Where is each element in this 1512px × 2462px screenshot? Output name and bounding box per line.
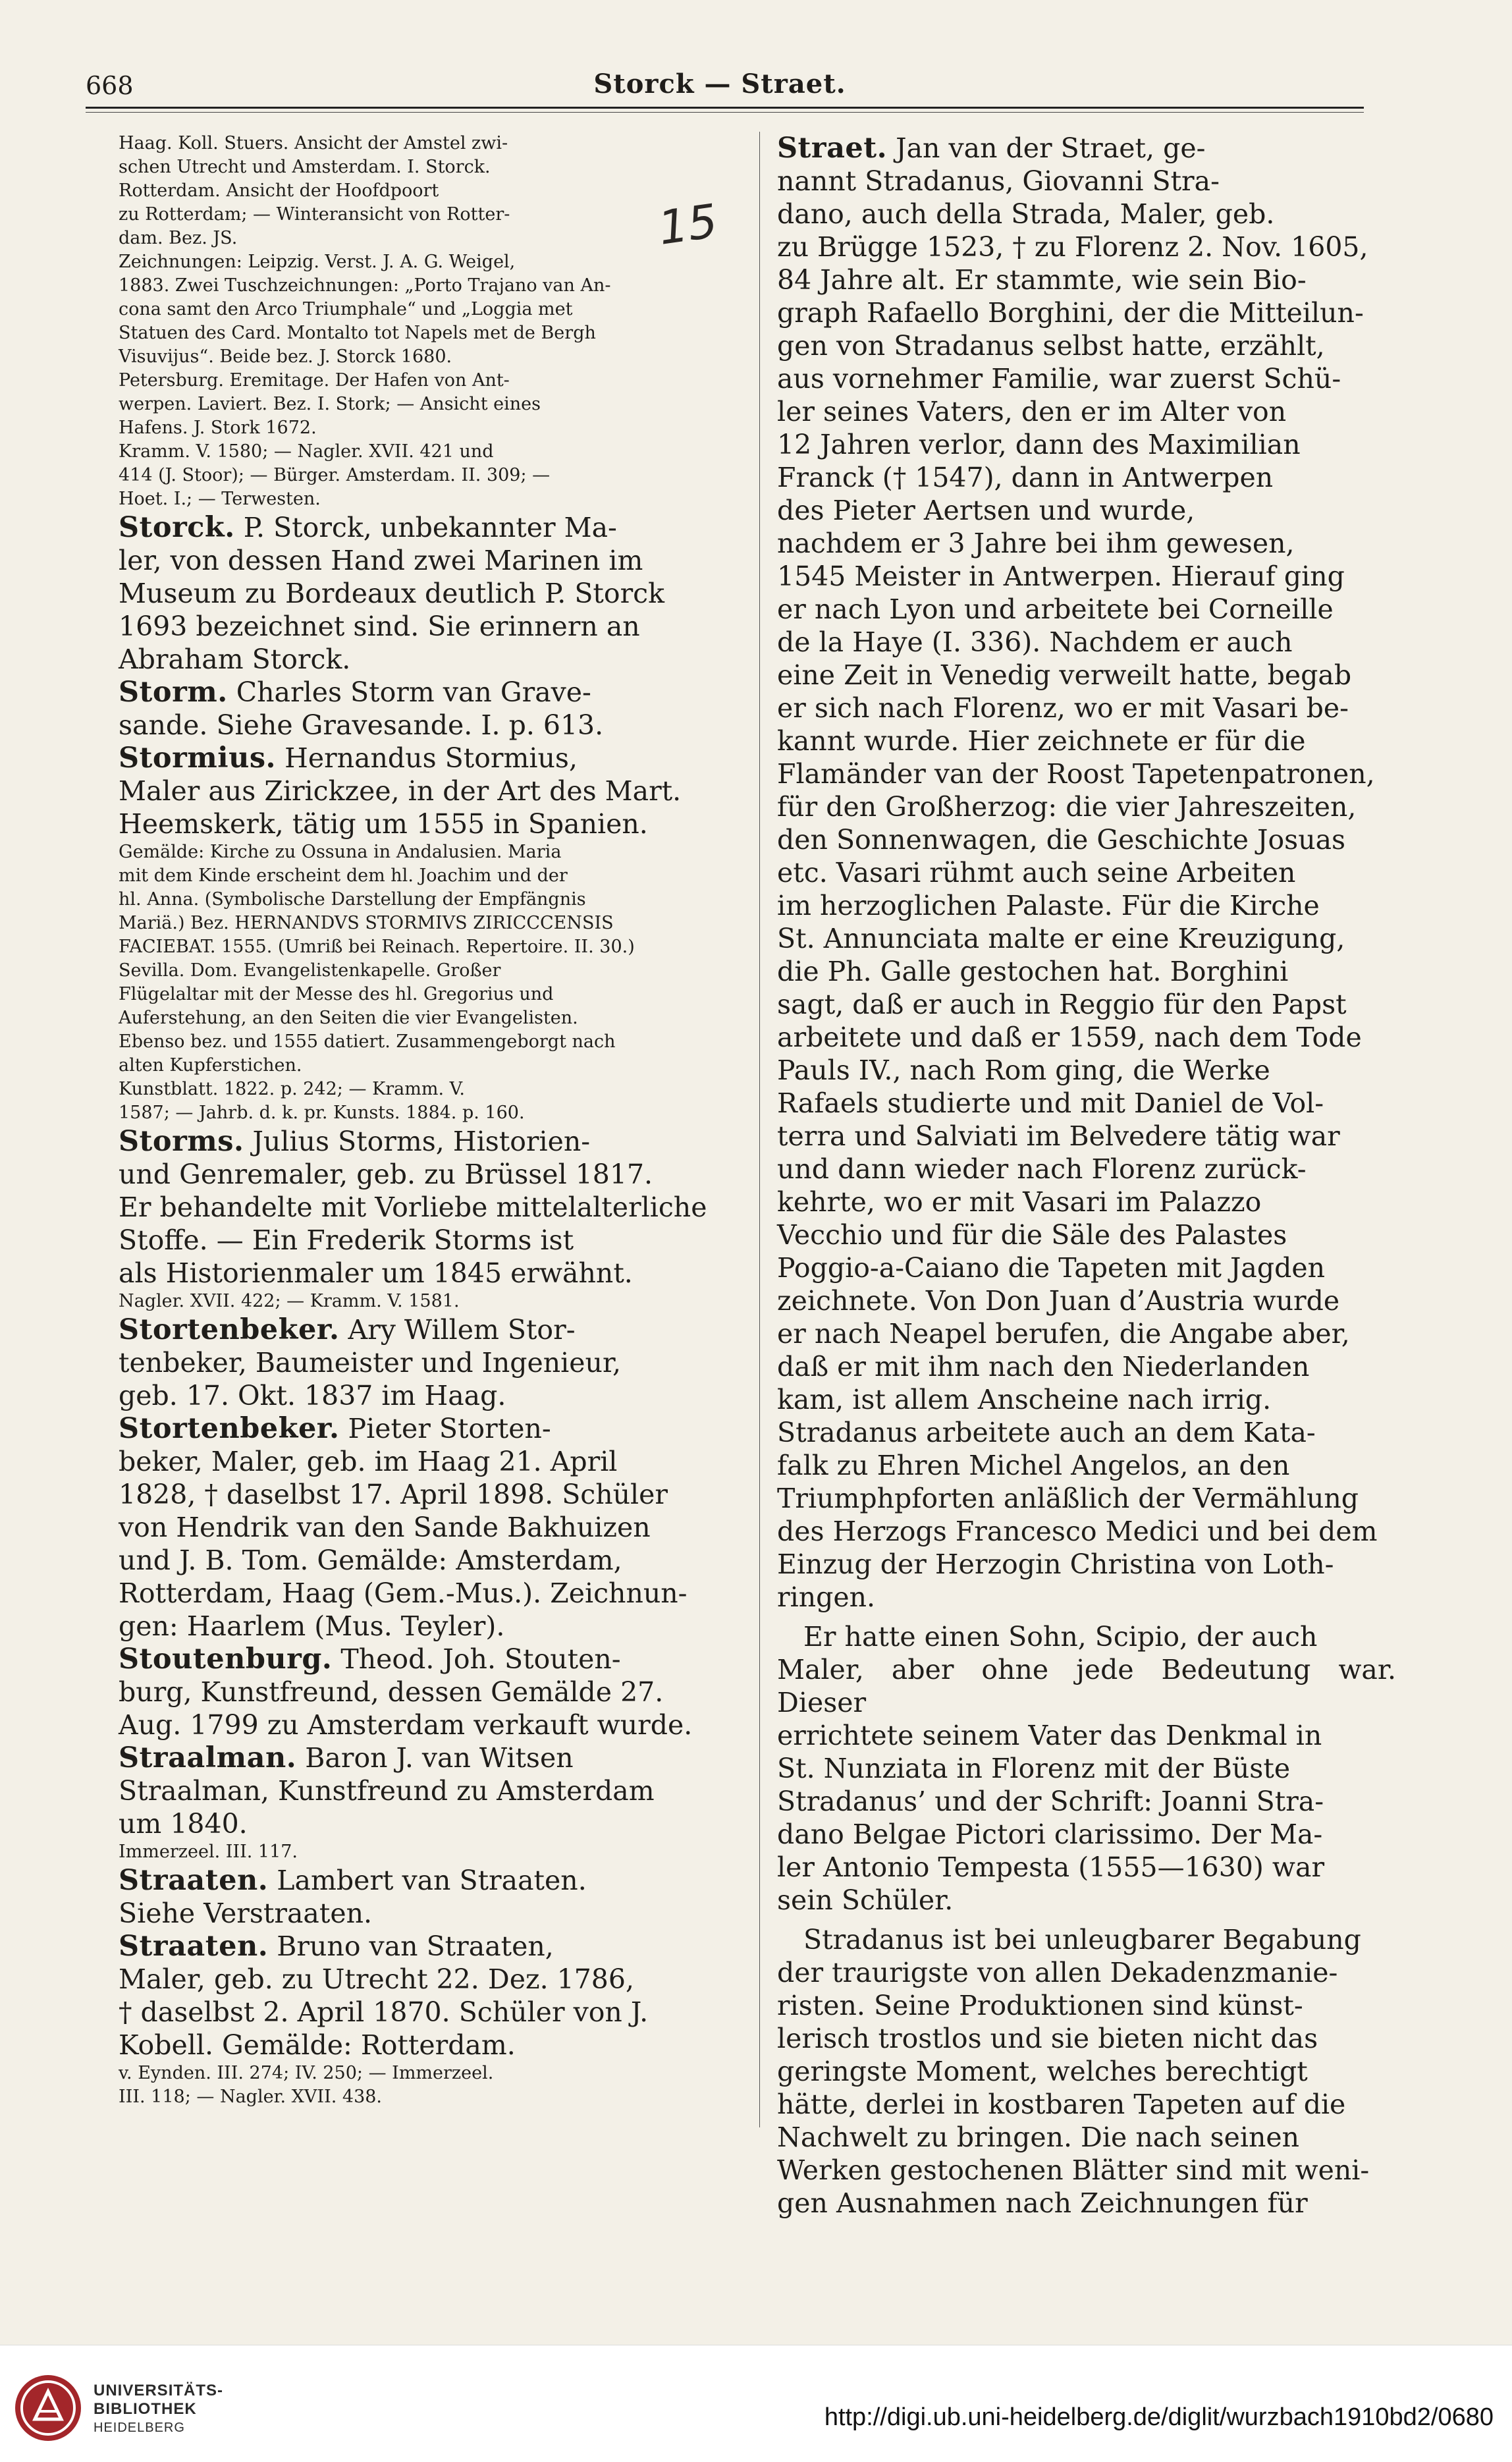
- entry-headline: Stormius. Hernandus Stormius,: [119, 742, 578, 775]
- entry-headline: Straaten. Lambert van Straaten.: [119, 1864, 587, 1897]
- text-line: 12 Jahren verlor, dann des Maximilian: [777, 429, 1301, 460]
- text-line: alten Kupferstichen.: [119, 1055, 302, 1076]
- handwritten-annotation: 15: [655, 194, 721, 256]
- text-line: für den Großherzog: die vier Jahreszeiten,: [777, 791, 1357, 823]
- text-line: Er behandelte mit Vorliebe mittelalterliche: [119, 1191, 707, 1223]
- entry-stormius: [119, 742, 744, 1125]
- text-line: Maler, geb. zu Utrecht 22. Dez. 1786,: [119, 1963, 635, 1995]
- text-line: werpen. Laviert. Bez. I. Stork; — Ansicht eines: [119, 394, 541, 414]
- entry-headline: Stoutenburg. Theod. Joh. Stouten-: [119, 1643, 621, 1676]
- text-line: sagt, daß er auch in Reggio für den Papst: [777, 989, 1347, 1020]
- text-line: ler, von dessen Hand zwei Marinen im: [119, 545, 643, 576]
- text-line: Nagler. XVII. 422; — Kramm. V. 1581.: [119, 1291, 460, 1311]
- text-line: im herzoglichen Palaste. Für die Kirche: [777, 890, 1320, 921]
- text-line: dam. Bez. JS.: [119, 228, 238, 248]
- text-line: lerisch trostlos und sie bieten nicht das: [777, 2023, 1318, 2054]
- text-line: 1883. Zwei Tuschzeichnungen: „Porto Trajano van An-: [119, 275, 611, 296]
- storck-references: [119, 132, 744, 511]
- text-line: ler Antonio Tempesta (1555—1630) war: [777, 1851, 1325, 1883]
- text-line: Sevilla. Dom. Evangelistenkapelle. Großer: [119, 960, 501, 981]
- text-line: er nach Lyon und arbeitete bei Corneille: [777, 593, 1334, 625]
- text-line: 1828, † daselbst 17. April 1898. Schüler: [119, 1479, 668, 1510]
- text-line: zeichnete. Von Don Juan d’Austria wurde: [777, 1285, 1340, 1317]
- text-line: Mariä.) Bez. HERNANDVS STORMIVS ZIRICCCENSIS: [119, 913, 614, 933]
- text-line: errichtete seinem Vater das Denkmal in: [777, 1720, 1322, 1751]
- running-header: [86, 68, 1354, 111]
- text-line: Straalman, Kunstfreund zu Amsterdam: [119, 1775, 655, 1807]
- text-line: Aug. 1799 zu Amsterdam verkauft wurde.: [119, 1709, 693, 1741]
- text-line: den Sonnenwagen, die Geschichte Josuas: [777, 824, 1346, 856]
- text-line: schen Utrecht und Amsterdam. I. Storck.: [119, 157, 491, 177]
- library-line: BIBLIOTHEK: [94, 2400, 197, 2418]
- entry-headline: Straaten. Bruno van Straaten,: [119, 1930, 554, 1963]
- text-line: graph Rafaello Borghini, der die Mitteilun-: [777, 297, 1364, 329]
- text-line: Kunstblatt. 1822. p. 242; — Kramm. V.: [119, 1079, 465, 1099]
- text-line: daß er mit ihm nach den Niederlanden: [777, 1351, 1310, 1382]
- text-line: Siehe Verstraaten.: [119, 1898, 373, 1929]
- entry-headline: Storm. Charles Storm van Grave-: [119, 676, 591, 709]
- text-line: 414 (J. Stoor); — Bürger. Amsterdam. II. 309; —: [119, 465, 551, 485]
- text-line: Maler, aber ohne jede Bedeutung war. Dieser: [777, 1654, 1396, 1718]
- library-line: HEIDELBERG: [94, 2421, 185, 2435]
- text-line: die Ph. Galle gestochen hat. Borghini: [777, 956, 1289, 987]
- text-line: Stoffe. — Ein Frederik Storms ist: [119, 1224, 574, 1256]
- text-line: Statuen des Card. Montalto tot Napels met de Bergh: [119, 323, 596, 343]
- text-line: 1587; — Jahrb. d. k. pr. Kunsts. 1884. p. 160.: [119, 1103, 525, 1123]
- text-line: burg, Kunstfreund, dessen Gemälde 27.: [119, 1676, 664, 1708]
- text-line: FACIEBAT. 1555. (Umriß bei Reinach. Repertoire. II. 30.): [119, 937, 635, 957]
- text-line: ringen.: [777, 1581, 876, 1613]
- text-line: und Genremaler, geb. zu Brüssel 1817.: [119, 1159, 653, 1190]
- source-url-link[interactable]: http://digi.ub.uni-heidelberg.de/diglit/wurzbach1910bd2/0680: [824, 2403, 1494, 2431]
- text-line: beker, Maler, geb. im Haag 21. April: [119, 1446, 618, 1477]
- text-line: Heemskerk, tätig um 1555 in Spanien.: [119, 808, 648, 840]
- text-line: geb. 17. Okt. 1837 im Haag.: [119, 1380, 506, 1411]
- text-line: de la Haye (I. 336). Nachdem er auch: [777, 626, 1293, 658]
- text-line: † daselbst 2. April 1870. Schüler von J.: [119, 1996, 649, 2028]
- text-line: St. Annunciata malte er eine Kreuzigung,: [777, 923, 1345, 954]
- page-number: 668: [86, 71, 134, 100]
- entry-headline: Straalman. Baron J. van Witsen: [119, 1741, 574, 1774]
- text-line: aus vornehmer Familie, war zuerst Schü-: [777, 363, 1341, 395]
- text-line: um 1840.: [119, 1808, 248, 1840]
- text-line: des Pieter Aertsen und wurde,: [777, 495, 1195, 526]
- text-line: III. 118; — Nagler. XVII. 438.: [119, 2087, 383, 2107]
- text-line: Stradanus’ und der Schrift: Joanni Stra-: [777, 1786, 1324, 1817]
- text-line: er sich nach Florenz, wo er mit Vasari be-: [777, 692, 1349, 724]
- paragraph-scipio: [777, 1620, 1396, 1917]
- text-line: zu Rotterdam; — Winteransicht von Rotter-: [119, 204, 510, 225]
- entry-stoutenburg: [119, 1643, 744, 1741]
- library-logo-icon: [12, 2372, 84, 2444]
- text-line: terra und Salviati im Belvedere tätig war: [777, 1120, 1340, 1152]
- text-line: des Herzogs Francesco Medici und bei dem: [777, 1516, 1378, 1547]
- left-column: [119, 132, 744, 2134]
- text-line: Maler aus Ziriсkzee, in der Art des Mart.: [119, 775, 682, 807]
- text-line: Haag. Koll. Stuers. Ansicht der Amstel zwi-: [119, 133, 508, 153]
- text-line: und dann wieder nach Florenz zurück-: [777, 1153, 1307, 1185]
- text-line: 84 Jahre alt. Er stammte, wie sein Bio-: [777, 264, 1307, 296]
- page-title: Storck — Straet.: [593, 68, 846, 99]
- text-line: kannt wurde. Hier zeichnete er für die: [777, 725, 1306, 757]
- text-line: hätte, derlei in kostbaren Tapeten auf die: [777, 2089, 1346, 2120]
- text-line: Werken gestochenen Blätter sind mit weni-: [777, 2154, 1370, 2186]
- text-line: ler seines Vaters, den er im Alter von: [777, 396, 1287, 427]
- entry-straalman: [119, 1741, 744, 1864]
- entry-straet: [777, 132, 1396, 1614]
- text-line: Einzug der Herzogin Christina von Loth-: [777, 1548, 1334, 1580]
- text-line: Museum zu Bordeaux deutlich P. Storck: [119, 578, 664, 609]
- text-line: Ebenso bez. und 1555 datiert. Zusammengeborgt nach: [119, 1031, 616, 1052]
- text-line: hl. Anna. (Symbolische Darstellung der Empfängnis: [119, 889, 586, 910]
- right-column: [777, 132, 1396, 2219]
- text-line: 1693 bezeichnet sind. Sie erinnern an: [119, 611, 640, 642]
- text-line: Kobell. Gemälde: Rotterdam.: [119, 2029, 516, 2061]
- text-line: v. Eynden. III. 274; IV. 250; — Immerzeel.: [119, 2063, 494, 2083]
- text-line: Rotterdam, Haag (Gem.-Mus.). Zeichnun-: [119, 1577, 688, 1609]
- text-line: Hafens. J. Stork 1672.: [119, 418, 317, 438]
- text-line: 1545 Meister in Antwerpen. Hierauf ging: [777, 561, 1345, 592]
- entry-stortenbeker-ary: [119, 1313, 744, 1412]
- header-rule-thick: [86, 107, 1364, 109]
- text-line: und J. B. Tom. Gemälde: Amsterdam,: [119, 1545, 622, 1576]
- column-divider: [759, 132, 760, 2127]
- text-line: tenbeker, Baumeister und Ingenieur,: [119, 1347, 622, 1379]
- text-line: Nachwelt zu bringen. Die nach seinen: [777, 2121, 1300, 2153]
- text-line: gen: Haarlem (Mus. Teyler).: [119, 1610, 505, 1642]
- text-line: eine Zeit in Venedig verweilt hatte, begab: [777, 659, 1352, 691]
- text-line: der traurigste von allen Dekadenzmanie-: [777, 1957, 1338, 1988]
- text-line: sande. Siehe Gravesande. I. p. 613.: [119, 709, 604, 741]
- entry-storck-p: [119, 511, 744, 676]
- text-line: er nach Neapel berufen, die Angabe aber,: [777, 1318, 1350, 1350]
- text-line: Flügelaltar mit der Messe des hl. Gregorius und: [119, 984, 554, 1004]
- text-line: Kramm. V. 1580; — Nagler. XVII. 421 und: [119, 441, 494, 462]
- entry-headline: Storck. P. Storck, unbekannter Ma-: [119, 511, 617, 544]
- text-line: Rotterdam. Ansicht der Hoofdpoort: [119, 180, 439, 201]
- text-line: falk zu Ehren Michel Angelos, an den: [777, 1450, 1290, 1481]
- entry-straaten-bruno: [119, 1930, 744, 2109]
- text-line: gen von Stradanus selbst hatte, erzählt,: [777, 330, 1325, 362]
- entry-headline: Stortenbeker. Pieter Storten-: [119, 1412, 551, 1445]
- text-line: gen Ausnahmen nach Zeichnungen für: [777, 2187, 1308, 2219]
- text-line: kam, ist allem Anscheine nach irrig.: [777, 1384, 1272, 1415]
- text-line: risten. Seine Produktionen sind künst-: [777, 1990, 1303, 2021]
- entry-headline: Storms. Julius Storms, Historien-: [119, 1125, 591, 1158]
- text-line: von Hendrik van den Sande Bakhuizen: [119, 1512, 651, 1543]
- text-line: Triumphpforten anläßlich der Vermählung: [777, 1483, 1359, 1514]
- library-name: [94, 2382, 223, 2437]
- text-line: sein Schüler.: [777, 1884, 954, 1916]
- text-line: arbeitete und daß er 1559, nach dem Tode: [777, 1022, 1362, 1053]
- text-line: Pauls IV., nach Rom ging, die Werke: [777, 1054, 1270, 1086]
- text-line: nachdem er 3 Jahre bei ihm gewesen,: [777, 528, 1295, 559]
- header-rule-thin: [86, 112, 1364, 113]
- text-line: Hoet. I.; — Terwesten.: [119, 489, 321, 509]
- text-line: mit dem Kinde erscheint dem hl. Joachim und der: [119, 865, 568, 886]
- text-line: Abraham Storck.: [119, 643, 351, 675]
- text-line: Petersburg. Eremitage. Der Hafen von Ant-: [119, 370, 510, 391]
- entry-headline: Stortenbeker. Ary Willem Stor-: [119, 1313, 576, 1346]
- entry-stortenbeker-pieter: [119, 1412, 744, 1643]
- text-line: als Historienmaler um 1845 erwähnt.: [119, 1257, 633, 1289]
- footer-bar: [0, 2345, 1512, 2462]
- entry-headline: Straet. Jan van der Straet, ge-: [777, 132, 1206, 165]
- text-line: dano Belgae Pictori clarissimo. Der Ma-: [777, 1819, 1323, 1850]
- text-line: Auferstehung, an den Seiten die vier Evangelisten.: [119, 1008, 578, 1028]
- text-line: zu Brügge 1523, † zu Florenz 2. Nov. 1605,: [777, 231, 1368, 263]
- entry-storm: [119, 676, 744, 742]
- text-line: nannt Stradanus, Giovanni Stra-: [777, 165, 1220, 197]
- text-line: Rafaels studierte und mit Daniel de Vol-: [777, 1087, 1324, 1119]
- library-line: UNIVERSITÄTS-: [94, 2382, 224, 2399]
- entry-straaten-lambert: [119, 1864, 744, 1930]
- text-line: Vecchio und für die Säle des Palastes: [777, 1219, 1287, 1251]
- text-line: Flamänder van der Roost Tapetenpatronen,: [777, 758, 1375, 790]
- text-line: geringste Moment, welches berechtigt: [777, 2056, 1308, 2087]
- text-line: Gemälde: Kirche zu Ossuna in Andalusien. Maria: [119, 842, 562, 862]
- text-line: Er hatte einen Sohn, Scipio, der auch: [803, 1621, 1318, 1653]
- text-line: Immerzeel. III. 117.: [119, 1842, 298, 1862]
- paragraph-assessment: [777, 1923, 1396, 2220]
- text-line: kehrte, wo er mit Vasari im Palazzo: [777, 1186, 1262, 1218]
- text-line: Franck († 1547), dann in Antwerpen: [777, 462, 1274, 493]
- text-line: Visuvijus“. Beide bez. J. Storck 1680.: [119, 346, 452, 367]
- text-line: Zeichnungen: Leipzig. Verst. J. A. G. Weigel,: [119, 252, 516, 272]
- entry-storms: [119, 1125, 744, 1313]
- text-line: Stradanus ist bei unleugbarer Begabung: [803, 1924, 1361, 1956]
- text-line: Poggio-a-Caiano die Tapeten mit Jagden: [777, 1252, 1326, 1284]
- text-line: dano, auch della Strada, Maler, geb.: [777, 198, 1275, 230]
- text-line: St. Nunziata in Florenz mit der Büste: [777, 1753, 1291, 1784]
- text-line: Stradanus arbeitete auch an dem Kata-: [777, 1417, 1316, 1448]
- text-line: etc. Vasari rühmt auch seine Arbeiten: [777, 857, 1296, 889]
- text-line: cona samt den Arco Triumphale“ und „Loggia met: [119, 299, 573, 319]
